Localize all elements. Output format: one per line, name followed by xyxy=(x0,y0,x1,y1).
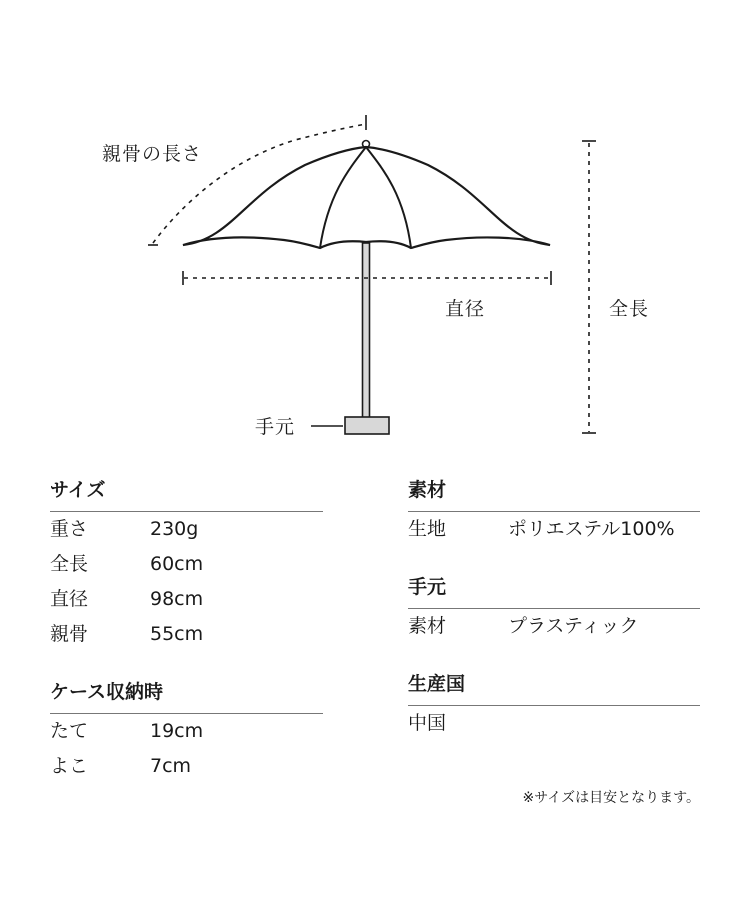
total-length-label: 全長 xyxy=(609,298,650,320)
rib-length-label: 親骨の長さ xyxy=(102,143,203,165)
origin-section xyxy=(408,666,700,741)
rib-length-dimension xyxy=(153,124,366,243)
handle-section-title: 手元 xyxy=(408,569,700,609)
spec-value: 19cm xyxy=(150,720,204,742)
spec-row xyxy=(408,609,700,644)
size-section-title: サイズ xyxy=(50,472,323,512)
spec-row xyxy=(50,749,323,784)
spec-column-left xyxy=(50,472,323,806)
spec-value xyxy=(508,706,700,741)
spec-value: 7cm xyxy=(150,755,192,777)
spec-value: 60cm xyxy=(150,553,204,575)
diameter-label: 直径 xyxy=(445,298,486,320)
spec-label: 中国 xyxy=(408,712,447,734)
spec-value: プラスティック xyxy=(508,615,639,637)
handle-label: 手元 xyxy=(255,416,296,438)
size-section xyxy=(50,472,323,652)
spec-label: 直径 xyxy=(50,588,89,610)
spec-value: ポリエステル100% xyxy=(508,518,675,540)
case-section-title: ケース収納時 xyxy=(50,674,323,714)
spec-label: 親骨 xyxy=(50,623,89,645)
spec-row xyxy=(50,512,323,547)
spec-value: 55cm xyxy=(150,623,204,645)
spec-label: 重さ xyxy=(50,518,89,540)
spec-row xyxy=(50,714,323,749)
handle-section xyxy=(408,569,700,644)
umbrella-handle xyxy=(345,417,389,434)
spec-label: 素材 xyxy=(408,615,447,637)
material-section-title: 素材 xyxy=(408,472,700,512)
spec-label: 生地 xyxy=(408,518,447,540)
size-note: ※サイズは目安となります。 xyxy=(522,790,700,806)
spec-label: 全長 xyxy=(50,553,89,575)
spec-row xyxy=(50,582,323,617)
spec-row xyxy=(408,512,700,547)
case-section xyxy=(50,674,323,784)
canopy-rib-left xyxy=(320,147,366,248)
spec-label: たて xyxy=(50,720,89,742)
material-section xyxy=(408,472,700,547)
spec-value: 230g xyxy=(150,518,199,540)
canopy-rib-right xyxy=(366,147,411,248)
spec-row xyxy=(408,706,700,741)
spec-label: よこ xyxy=(50,755,89,777)
spec-column-right xyxy=(408,472,700,763)
spec-value: 98cm xyxy=(150,588,204,610)
spec-row xyxy=(50,547,323,582)
umbrella-canopy xyxy=(183,147,550,248)
spec-row xyxy=(50,617,323,652)
umbrella-shaft xyxy=(363,243,370,418)
origin-section-title: 生産国 xyxy=(408,666,700,706)
